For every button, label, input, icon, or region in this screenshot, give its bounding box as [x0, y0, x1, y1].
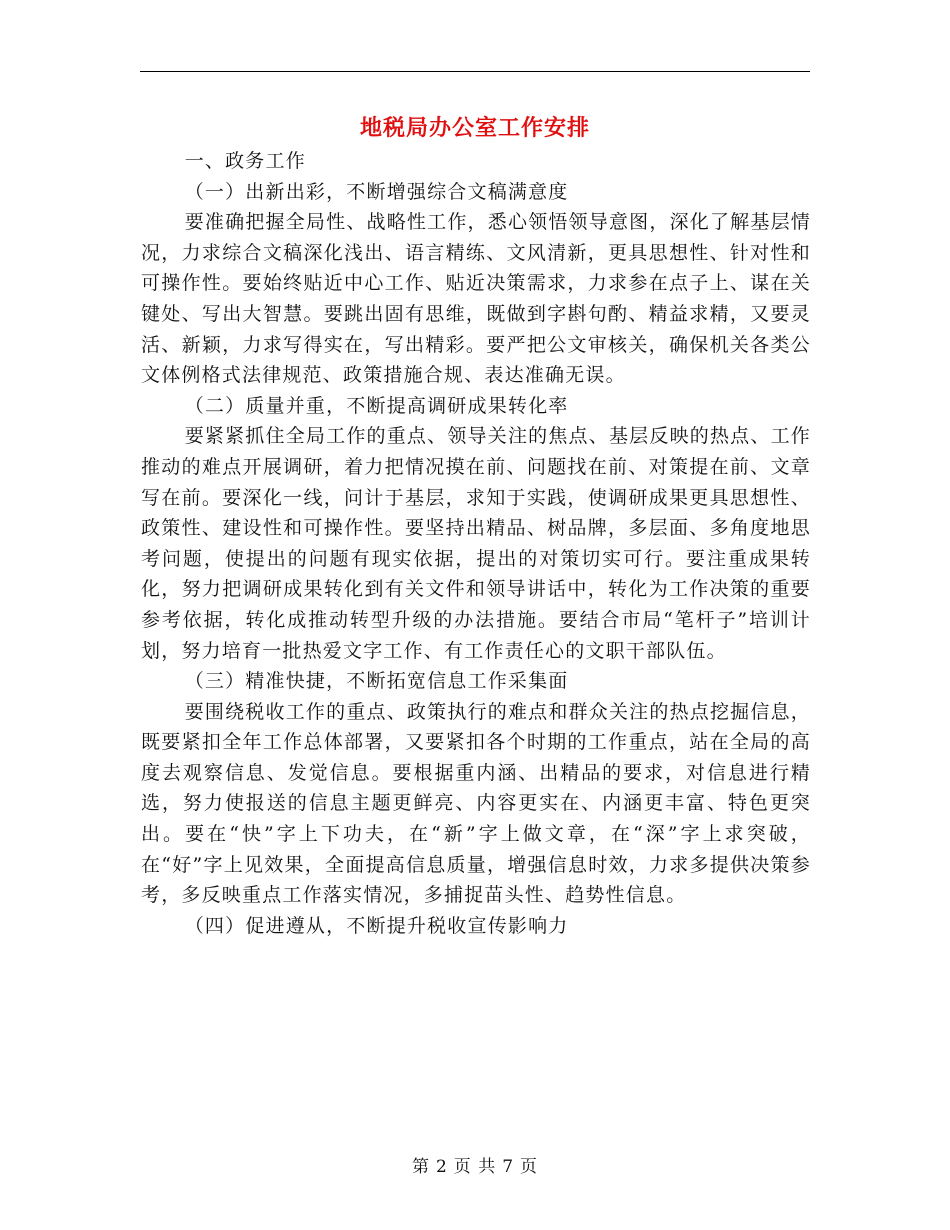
page-total: 7 — [502, 1157, 515, 1177]
page-number: 2 — [435, 1157, 448, 1177]
footer-middle: 页 共 — [453, 1157, 497, 1177]
document-body — [141, 146, 811, 941]
footer-prefix: 第 — [411, 1157, 430, 1177]
subsection-heading: （三）精准快捷，不断拓宽信息工作采集面 — [184, 670, 569, 693]
body-paragraph: 要准确把握全局性、战略性工作，悉心领悟领导意图，深化了解基层情况，力求综合文稿深化浅出、语言精练、文风清新，更具思想性、针对性和可操作性。要始终贴近中心工作、贴近决策需求，力求参在点子上、谋在关键处、写出大智慧。要跳出固有思维，既做到字斟句酌、精益求精，又要灵活、新颖，力求写得实在，写出精彩。要严把公文审核关，确保机关各类公文体例格式法律规范、政策措施合规、表达准确无误。 — [141, 211, 811, 387]
subsection-heading: （四）促进遵从，不断提升税收宣传影响力 — [184, 914, 569, 937]
header-rule — [140, 71, 810, 72]
document-title: 地税局办公室工作安排 — [359, 115, 590, 141]
body-paragraph: 要围绕税收工作的重点、政策执行的难点和群众关注的热点挖掘信息，既要紧扣全年工作总体部署，又要紧扣各个时期的工作重点，站在全局的高度去观察信息、发觉信息。要根据重内涵、出精品的要求，对信息进行精选，努力使报送的信息主题更鲜亮、内容更实在、内涵更丰富、特色更突出。要在“快”字上下功夫，在“新”字上做文章，在“深”字上求突破，在“好”字上见效果，全面提高信息质量，增强信息时效，力求多提供决策参考，多反映重点工作落实情况，多捕捉苗头性、趋势性信息。 — [141, 700, 811, 907]
footer-suffix: 页 — [520, 1157, 539, 1177]
subsection-heading: （二）质量并重，不断提高调研成果转化率 — [184, 394, 569, 417]
section-heading: 一、政务工作 — [184, 150, 306, 172]
body-paragraph: 要紧紧抓住全局工作的重点、领导关注的焦点、基层反映的热点、工作推动的难点开展调研，着力把情况摸在前、问题找在前、对策提在前、文章写在前。要深化一线，问计于基层，求知于实践，使调研成果更具思想性、政策性、建设性和可操作性。要坚持出精品、树品牌，多层面、多角度地思考问题，使提出的问题有现实依据，提出的对策切实可行。要注重成果转化，努力把调研成果转化到有关文件和领导讲话中，转化为工作决策的重要参考依据，转化成推动转型升级的办法措施。要结合市局“笔杆子”培训计划，努力培育一批热爱文字工作、有工作责任心的文职干部队伍。 — [141, 425, 811, 662]
subsection-heading: （一）出新出彩，不断增强综合文稿满意度 — [184, 180, 569, 203]
page-footer — [0, 1152, 950, 1177]
